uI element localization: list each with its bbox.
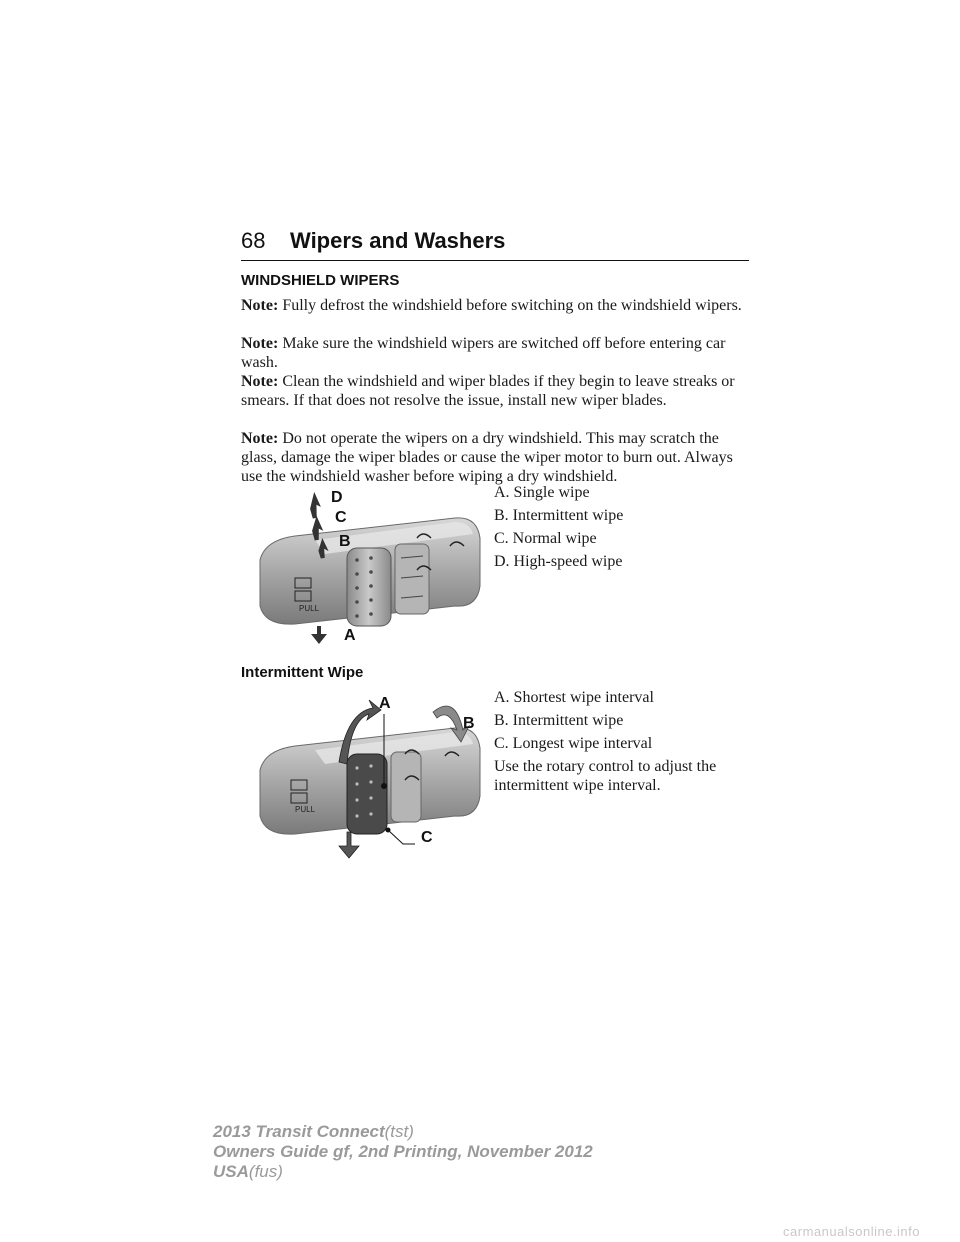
section-heading: WINDSHIELD WIPERS [241,272,400,289]
wiper-stalk-figure-2 [255,690,485,860]
watermark: carmanualsonline.info [783,1224,920,1239]
note-3 [241,372,751,410]
note-text: Fully defrost the windshield before switching on the windshield wipers. [282,297,742,314]
legend-item: D. High-speed wipe [494,553,623,570]
note-text: Clean the windshield and wiper blades if they begin to leave streaks or smears. If that does not resolve the issue, install new wiper blades. [241,373,735,409]
note-1 [241,296,751,315]
footer-market-code: (fus) [248,1162,283,1181]
pull-label: PULL [295,805,316,814]
legend-item: B. Intermittent wipe [494,507,624,524]
footer-market [213,1162,283,1182]
footer-model-name: 2013 Transit Connect [213,1122,385,1141]
legend-item: A. Shortest wipe interval [494,689,654,706]
footer-model [213,1122,414,1142]
note-label: Note: [241,297,279,314]
note-label: Note: [241,373,279,390]
note-text: Do not operate the wipers on a dry windshield. This may scratch the glass, damage the wiper blades or cause the wiper motor to burn out. Always use the windshield washer before wiping a dry windshield. [241,430,733,485]
callout-d: D [331,489,343,506]
footer-market-name: USA [213,1162,249,1181]
header-rule [241,260,749,261]
callout-c: C [421,829,433,846]
callout-b: B [463,715,475,732]
callout-a: A [344,627,356,644]
legend-item: C. Longest wipe interval [494,735,653,752]
note-label: Note: [241,335,279,352]
instruction-text: Use the rotary control to adjust the intermittent wipe interval. [494,758,717,794]
legend-item: C. Normal wipe [494,530,597,547]
note-text: Make sure the windshield wipers are switched off before entering car wash. [241,335,726,371]
footer-guide: Owners Guide gf, 2nd Printing, November 2012 [213,1142,593,1161]
callout-a: A [379,695,391,712]
note-2 [241,334,751,372]
legend-item: A. Single wipe [494,484,590,501]
page-number: 68 [241,228,266,253]
footer-model-code: (tst) [384,1122,414,1141]
callout-b: B [339,533,351,550]
note-label: Note: [241,430,279,447]
callout-c: C [335,509,347,526]
wiper-stalk-figure-1 [255,478,485,648]
legend-item: B. Intermittent wipe [494,712,624,729]
chapter-title: Wipers and Washers [290,228,506,253]
pull-label: PULL [299,604,320,613]
subsection-heading: Intermittent Wipe [241,664,364,681]
